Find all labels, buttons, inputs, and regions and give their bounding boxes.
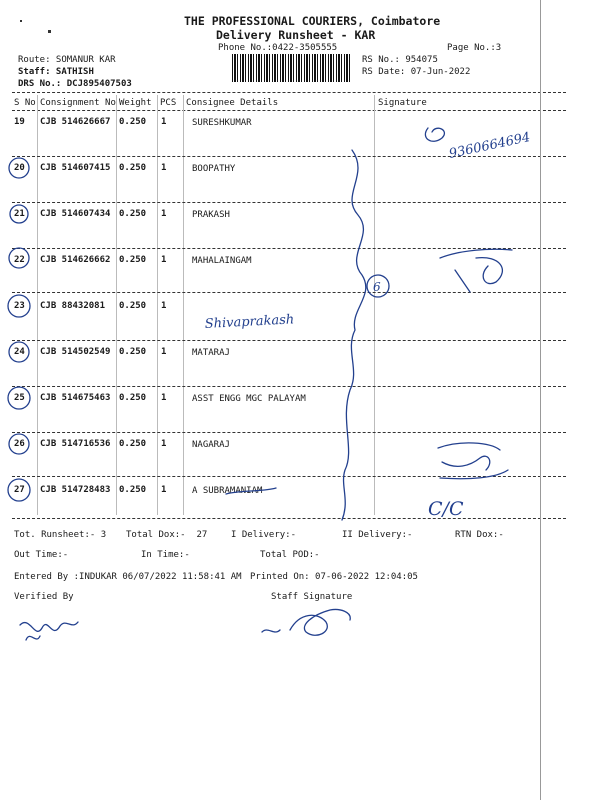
row-pcs: 1	[161, 301, 167, 311]
row-consignment: CJB 514728483	[40, 485, 111, 495]
sno-circle	[9, 248, 29, 268]
rtn-dox: RTN Dox:-	[455, 530, 504, 540]
verified-by: Verified By	[14, 592, 74, 602]
row-sno: 24	[14, 347, 25, 357]
row-sno: 23	[14, 301, 25, 311]
row-sno: 27	[14, 485, 25, 495]
handwritten-mark: 6	[373, 280, 381, 294]
row-consignee: NAGARAJ	[192, 440, 230, 450]
col-pcs: PCS	[160, 98, 177, 108]
row-weight: 0.250	[119, 301, 147, 311]
row-consignee: PRAKASH	[192, 210, 230, 220]
col-sno: S No	[14, 98, 36, 108]
printed-on: Printed On: 07-06-2022 12:04:05	[250, 572, 418, 582]
total-dox: Total Dox:- 27	[126, 530, 208, 540]
col-consignment: Consignment No	[40, 98, 116, 108]
col-consignee: Consignee Details	[186, 98, 279, 108]
rs-number: RS No.: 954075	[362, 55, 438, 65]
ii-delivery: II Delivery:-	[342, 530, 413, 540]
signature-scribble	[425, 128, 444, 141]
row-sno: 26	[14, 439, 25, 449]
row-consignee: MAHALAINGAM	[192, 256, 252, 266]
row-pcs: 1	[161, 485, 167, 495]
sno-circle	[10, 205, 28, 223]
row-weight: 0.250	[119, 163, 147, 173]
col-weight: Weight	[119, 98, 152, 108]
handwritten-name: Shivaprakash	[204, 312, 295, 332]
row-weight: 0.250	[119, 209, 147, 219]
row-weight: 0.250	[119, 347, 147, 357]
row-pcs: 1	[161, 347, 167, 357]
col-signature: Signature	[378, 98, 427, 108]
page-number: Page No.:3	[447, 43, 502, 53]
row-pcs: 1	[161, 439, 167, 449]
handwritten-phone: 9360664694	[447, 130, 532, 162]
row-consignee: A SUBRAMANIAM	[192, 486, 263, 496]
row-consignment: CJB 88432081	[40, 301, 106, 311]
row-sno: 19	[14, 117, 25, 127]
sno-circle	[8, 479, 30, 501]
row-consignment: CJB 514607415	[40, 163, 111, 173]
total-pod: Total POD:-	[260, 550, 320, 560]
row-consignee: ASST ENGG MGC PALAYAM	[192, 394, 306, 404]
tot-runsheet: Tot. Runsheet:- 3	[14, 530, 107, 540]
row-pcs: 1	[161, 255, 167, 265]
row-consignee: BOOPATHY	[192, 164, 236, 174]
row-sno: 25	[14, 393, 25, 403]
signature-scribble	[226, 488, 276, 494]
row-pcs: 1	[161, 117, 167, 127]
route: Route: SOMANUR KAR	[18, 55, 116, 65]
row-consignment: CJB 514607434	[40, 209, 111, 219]
staff-signature	[262, 609, 350, 635]
row-weight: 0.250	[119, 255, 147, 265]
row-sno: 20	[14, 163, 25, 173]
row-consignment: CJB 514502549	[40, 347, 111, 357]
wavy-line	[342, 150, 366, 520]
row-pcs: 1	[161, 163, 167, 173]
i-delivery: I Delivery:-	[231, 530, 297, 540]
signature-scribble	[438, 443, 508, 479]
row-weight: 0.250	[119, 393, 147, 403]
staff-signature-label: Staff Signature	[271, 592, 353, 602]
row-sno: 22	[14, 255, 25, 265]
runsheet-subtitle: Delivery Runsheet - KAR	[216, 28, 376, 42]
in-time: In Time:-	[141, 550, 190, 560]
row-consignment: CJB 514675463	[40, 393, 111, 403]
handwritten-note: C/C	[428, 498, 464, 520]
row-weight: 0.250	[119, 485, 147, 495]
staff: Staff: SATHISH	[18, 67, 94, 77]
row-weight: 0.250	[119, 439, 147, 449]
row-consignment: CJB 514626662	[40, 255, 111, 265]
row-consignee: MATARAJ	[192, 348, 230, 358]
sno-circle	[9, 434, 29, 454]
row-weight: 0.250	[119, 117, 147, 127]
company-title: THE PROFESSIONAL COURIERS, Coimbatore	[184, 14, 441, 28]
sno-circle	[8, 295, 30, 317]
row-consignment: CJB 514716536	[40, 439, 111, 449]
row-consignment: CJB 514626667	[40, 117, 111, 127]
entered-by: Entered By :INDUKAR 06/07/2022 11:58:41 AM	[14, 572, 242, 582]
out-time: Out Time:-	[14, 550, 69, 560]
rs-date: RS Date: 07-Jun-2022	[362, 67, 471, 77]
row-pcs: 1	[161, 209, 167, 219]
row-pcs: 1	[161, 393, 167, 403]
sno-circle	[9, 342, 29, 362]
signature-scribble	[440, 249, 512, 292]
drs-number: DRS No.: DCJ895407503	[18, 79, 132, 89]
sno-circle	[8, 387, 30, 409]
verifier-signature	[20, 622, 78, 640]
row-consignee: SURESHKUMAR	[192, 118, 252, 128]
row-sno: 21	[14, 209, 25, 219]
sno-circle	[9, 158, 29, 178]
phone-number: Phone No.:0422-3505555	[218, 43, 338, 53]
